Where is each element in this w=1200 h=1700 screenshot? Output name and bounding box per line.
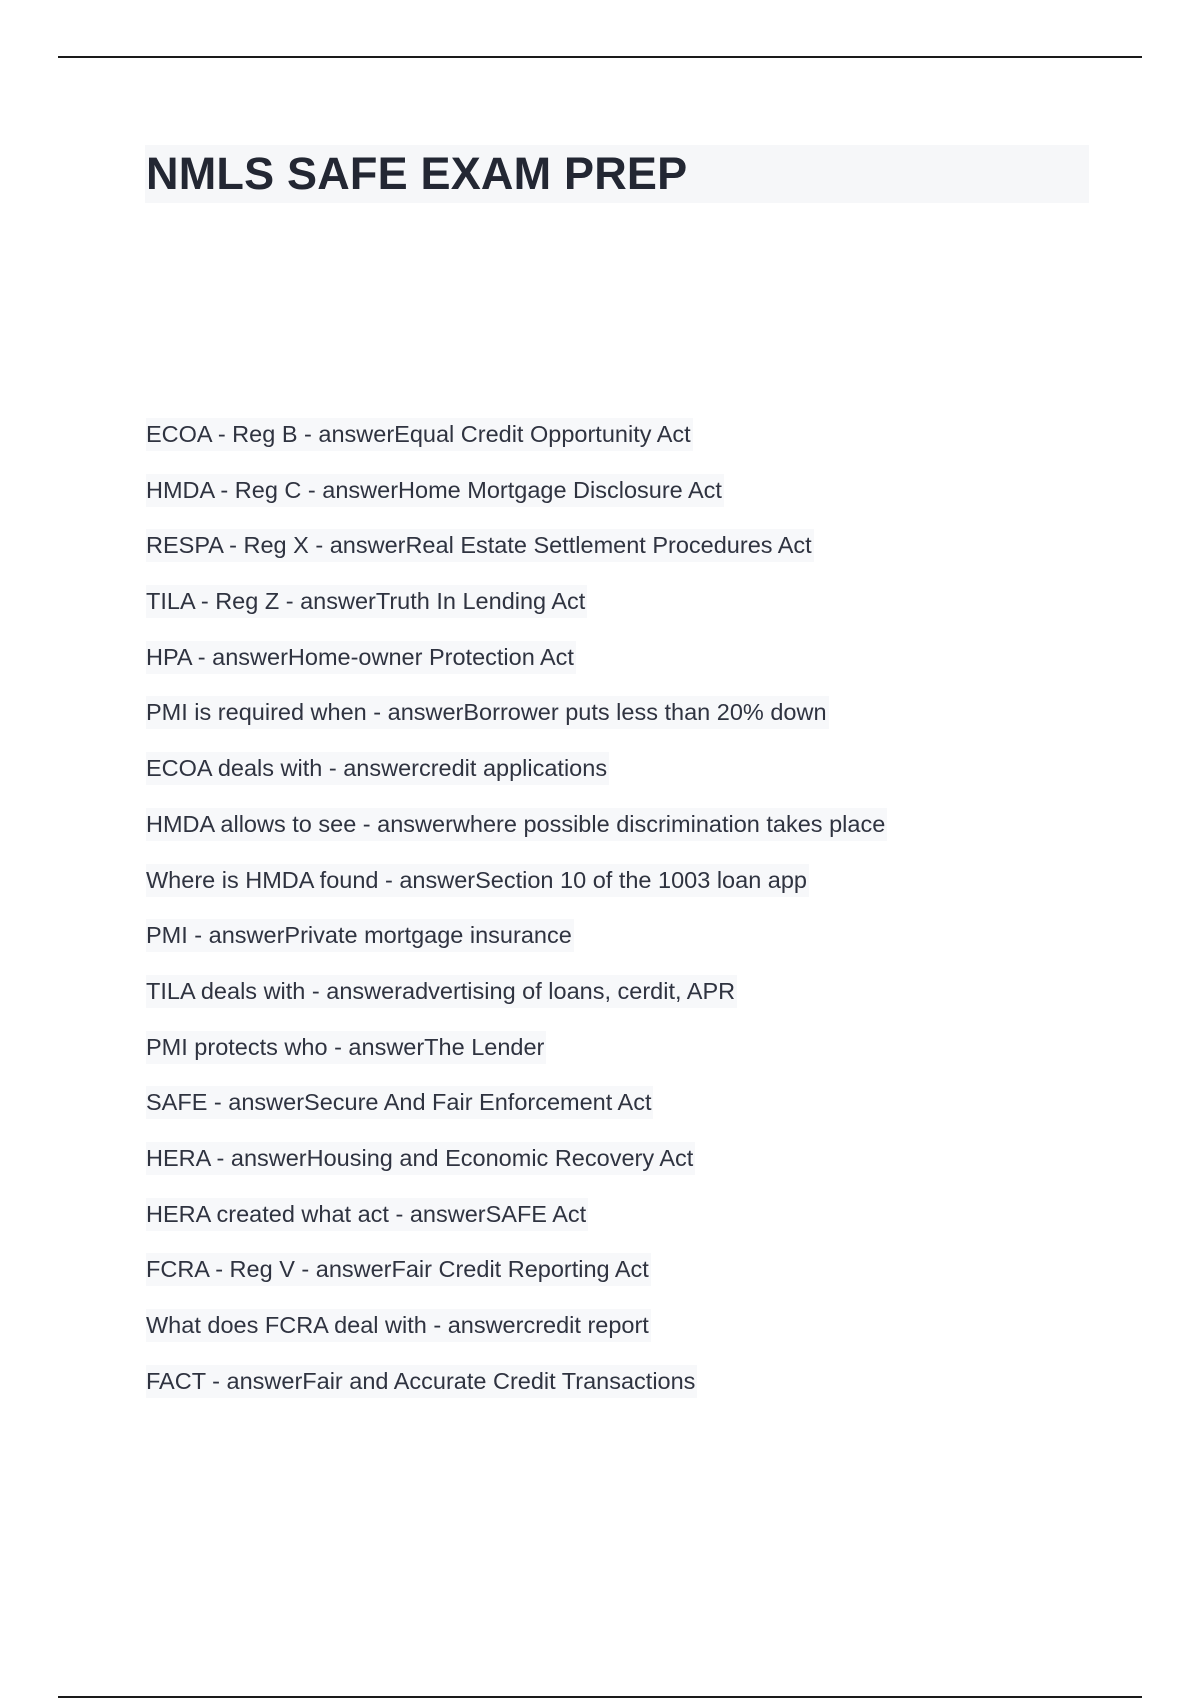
list-item (146, 641, 887, 697)
list-item-text: SAFE - answerSecure And Fair Enforcement Act (146, 1086, 653, 1119)
list-item (146, 1253, 887, 1309)
list-item-text: HERA - answerHousing and Economic Recovery Act (146, 1142, 695, 1175)
list-item (146, 1142, 887, 1198)
list-item-text: TILA - Reg Z - answerTruth In Lending Act (146, 585, 587, 618)
list-item (146, 919, 887, 975)
list-item (146, 1198, 887, 1254)
list-item-text: FACT - answerFair and Accurate Credit Transactions (146, 1365, 697, 1398)
list-item-text: FCRA - Reg V - answerFair Credit Reporting Act (146, 1253, 651, 1286)
list-item-text: RESPA - Reg X - answerReal Estate Settlement Procedures Act (146, 529, 814, 562)
list-item-text: HPA - answerHome-owner Protection Act (146, 641, 576, 674)
list-item (146, 474, 887, 530)
list-item-text: ECOA deals with - answercredit applications (146, 752, 609, 785)
list-item-text: HMDA - Reg C - answerHome Mortgage Disclosure Act (146, 474, 724, 507)
list-item (146, 1086, 887, 1142)
qa-list (146, 418, 887, 1420)
bottom-rule (58, 1696, 1142, 1698)
list-item-text: HMDA allows to see - answerwhere possible discrimination takes place (146, 808, 887, 841)
list-item-text: ECOA - Reg B - answerEqual Credit Opportunity Act (146, 418, 693, 451)
top-rule (58, 56, 1142, 58)
list-item (146, 1309, 887, 1365)
list-item-text: Where is HMDA found - answerSection 10 of the 1003 loan app (146, 864, 809, 897)
list-item (146, 808, 887, 864)
list-item-text: PMI is required when - answerBorrower puts less than 20% down (146, 696, 829, 729)
list-item (146, 585, 887, 641)
list-item-text: PMI protects who - answerThe Lender (146, 1031, 546, 1064)
list-item (146, 752, 887, 808)
list-item-text: What does FCRA deal with - answercredit report (146, 1309, 651, 1342)
list-item-text: PMI - answerPrivate mortgage insurance (146, 919, 574, 952)
list-item (146, 1031, 887, 1087)
list-item (146, 696, 887, 752)
page-title: NMLS SAFE EXAM PREP (146, 148, 688, 199)
list-item (146, 975, 887, 1031)
list-item-text: HERA created what act - answerSAFE Act (146, 1198, 588, 1231)
list-item-text: TILA deals with - answeradvertising of loans, cerdit, APR (146, 975, 737, 1008)
list-item (146, 864, 887, 920)
list-item (146, 418, 887, 474)
list-item (146, 1365, 887, 1421)
list-item (146, 529, 887, 585)
